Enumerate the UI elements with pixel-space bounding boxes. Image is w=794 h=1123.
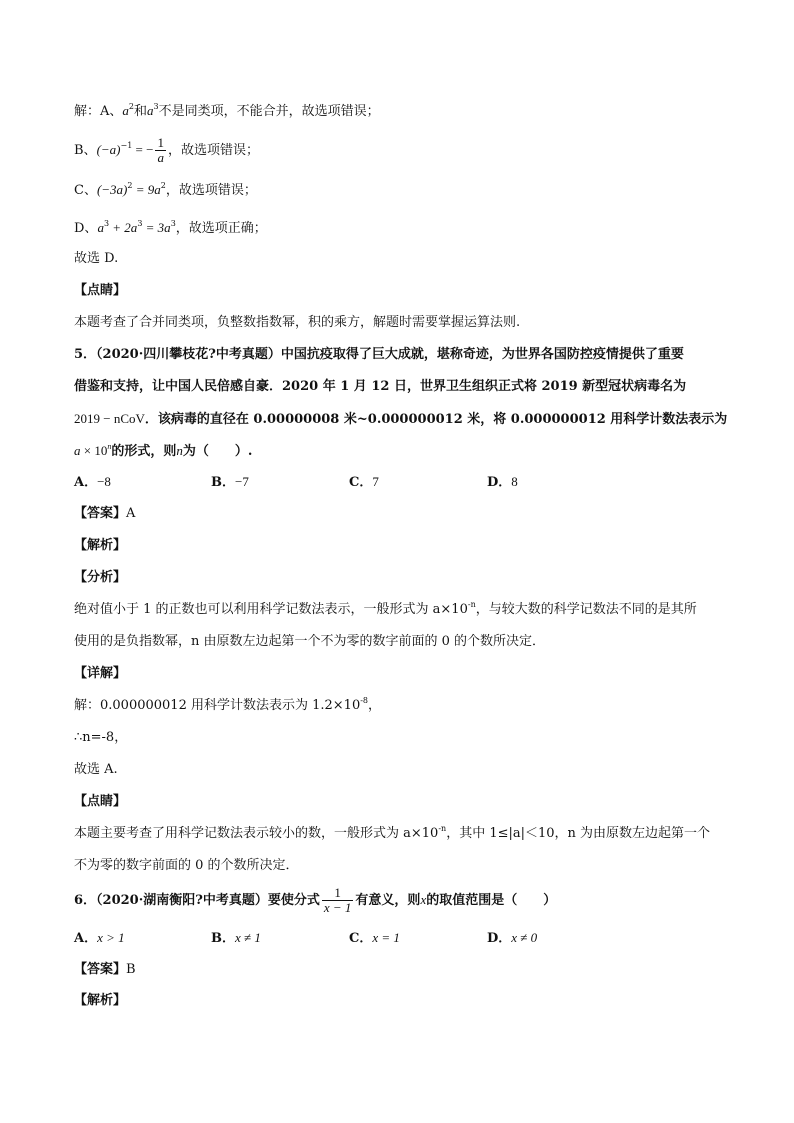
- answer-value: B: [126, 962, 136, 977]
- question-5-line-2: 借鉴和支持，让中国人民倍感自豪．2020 年 1 月 12 日，世界卫生组织正式将 2019 新型冠状病毒名为: [74, 379, 687, 394]
- exponent: 3: [137, 219, 143, 228]
- text: 绝对值小于 1 的正数也可以利用科学记数法表示，一般形式为 a×10: [74, 602, 468, 617]
- question-5-line-1: 5．（2020·四川攀枝花?中考真题）中国抗疫取得了巨大成就，堪称奇迹，为世界各国防控疫情提供了重要: [74, 347, 684, 362]
- text: 6．（2020·湖南衡阳?中考真题）要使分式: [74, 893, 320, 908]
- option-value: 8: [511, 474, 518, 489]
- comment-heading: 【点睛】: [74, 283, 127, 298]
- exponent: n: [107, 442, 112, 451]
- q6-option-b: [211, 928, 261, 949]
- text: B、: [74, 143, 97, 158]
- math-var: a: [147, 103, 154, 118]
- answer-heading: 【答案】: [74, 962, 127, 977]
- option-label: A．: [74, 931, 98, 946]
- q6-answer: [74, 960, 136, 980]
- answer-value: A: [126, 506, 136, 521]
- text: 解：A、: [74, 104, 123, 119]
- math-expr: = 9a: [132, 182, 161, 197]
- option-label: B．: [211, 475, 235, 490]
- solution-line-c: [74, 180, 257, 201]
- exponent: 2: [160, 181, 166, 190]
- text: D、: [74, 221, 98, 236]
- q5-analysis-line-1: [74, 600, 697, 620]
- question-5-line-3: [74, 409, 727, 430]
- q5-analysis-heading: 【解析】: [74, 538, 127, 553]
- math-expr: (−a): [96, 142, 121, 157]
- text: 的形式，则: [111, 444, 177, 459]
- text: ，故选项正确；: [175, 221, 267, 236]
- q6-option-a: [74, 928, 125, 949]
- text: 为（ ）.: [182, 444, 253, 459]
- text: C、: [74, 183, 97, 198]
- text: 解：0.000000012 用科学计数法表示为 1.2×10: [74, 698, 361, 713]
- q5-comment-line-2: 不为零的数字前面的 0 的个数所决定．: [74, 858, 299, 873]
- fraction-denominator: a: [157, 150, 164, 165]
- math-expr: a: [97, 220, 104, 235]
- math-expr: 2019 − nCoV: [74, 411, 145, 426]
- text: ，其中 1≤|a|＜10，n 为由原数左边起第一个: [446, 826, 711, 841]
- exponent: −1: [120, 141, 133, 150]
- question-6-stem: [74, 886, 556, 915]
- option-value: −7: [235, 474, 249, 489]
- option-value: x > 1: [97, 930, 125, 945]
- text: ，: [368, 698, 382, 713]
- q5-detail-choice: 故选 A.: [74, 762, 118, 777]
- math-var: a: [122, 103, 129, 118]
- question-5-line-4: [74, 441, 252, 462]
- option-label: C．: [349, 931, 373, 946]
- option-value: x ≠ 0: [511, 930, 538, 945]
- solution-line-a: [74, 101, 380, 122]
- option-label: D．: [487, 931, 512, 946]
- q5-comment-line-1: [74, 824, 710, 844]
- q5-comment-heading: 【点睛】: [74, 794, 127, 809]
- fraction-denominator: x − 1: [323, 900, 352, 915]
- q5-option-a: [74, 472, 111, 493]
- q5-analysis-subheading: 【分析】: [74, 570, 127, 585]
- option-label: D．: [487, 475, 512, 490]
- q5-option-c: [349, 472, 379, 493]
- solution-choice: 故选 D.: [74, 251, 119, 266]
- option-label: C．: [349, 475, 373, 490]
- option-value: −8: [97, 474, 111, 489]
- math-var: a: [74, 443, 81, 458]
- text: 的取值范围是（ ）: [426, 893, 557, 908]
- text: 不是同类项，不能合并，故选项错误；: [158, 104, 380, 119]
- q5-option-d: [487, 472, 518, 493]
- math-var: x: [420, 892, 427, 907]
- q6-option-d: [487, 928, 537, 949]
- text: ，故选项错误；: [167, 143, 259, 158]
- option-value: x = 1: [372, 930, 400, 945]
- fraction-numerator: 1: [322, 886, 354, 901]
- exponent: 3: [170, 219, 176, 228]
- exponent: 2: [127, 181, 133, 190]
- option-value: x ≠ 1: [235, 930, 261, 945]
- text: 和: [133, 104, 147, 119]
- comment-text: 本题考查了合并同类项，负整数指数幂，积的乘方，解题时需要掌握运算法则.: [74, 315, 521, 330]
- option-label: A．: [74, 475, 98, 490]
- option-label: B．: [211, 931, 235, 946]
- exponent: -n: [438, 824, 447, 833]
- solution-line-d: [74, 218, 267, 239]
- exponent: -n: [467, 600, 476, 609]
- q5-answer: [74, 504, 135, 524]
- exponent: 2: [128, 102, 134, 111]
- q5-detail-line-2: ∴n=-8，: [74, 730, 128, 745]
- math-expr: = 3a: [142, 220, 171, 235]
- fraction: [322, 886, 354, 915]
- answer-heading: 【答案】: [74, 506, 127, 521]
- math-expr: (−3a): [96, 182, 128, 197]
- exponent: 3: [103, 219, 110, 228]
- math-expr: = −: [132, 142, 154, 157]
- text: ，与较大数的科学记数法不同的是其所: [475, 602, 697, 617]
- q6-analysis-heading: 【解析】: [74, 993, 127, 1008]
- q5-detail-heading: 【详解】: [74, 666, 127, 681]
- math-var: n: [176, 443, 183, 458]
- fraction-numerator: 1: [157, 135, 164, 150]
- q5-detail-line-1: [74, 696, 381, 716]
- text: 有意义，则: [355, 893, 421, 908]
- exponent: -8: [360, 696, 369, 705]
- q5-option-b: [211, 472, 249, 493]
- text: ．该病毒的直径在 0.00000008 米~0.000000012 米，将 0.000000012 用科学计数法表示为: [144, 412, 728, 427]
- text: 本题主要考查了用科学记数法表示较小的数，一般形式为 a×10: [74, 826, 439, 841]
- solution-line-b: [74, 136, 259, 165]
- q6-option-c: [349, 928, 400, 949]
- text: ，故选项错误；: [165, 183, 257, 198]
- exponent: 3: [153, 102, 159, 111]
- math-expr: × 10: [80, 443, 108, 458]
- option-value: 7: [372, 474, 379, 489]
- q5-analysis-line-2: 使用的是负指数幂，n 由原数左边起第一个不为零的数字前面的 0 的个数所决定．: [74, 634, 546, 649]
- fraction: [155, 136, 166, 165]
- math-expr: + 2a: [109, 220, 138, 235]
